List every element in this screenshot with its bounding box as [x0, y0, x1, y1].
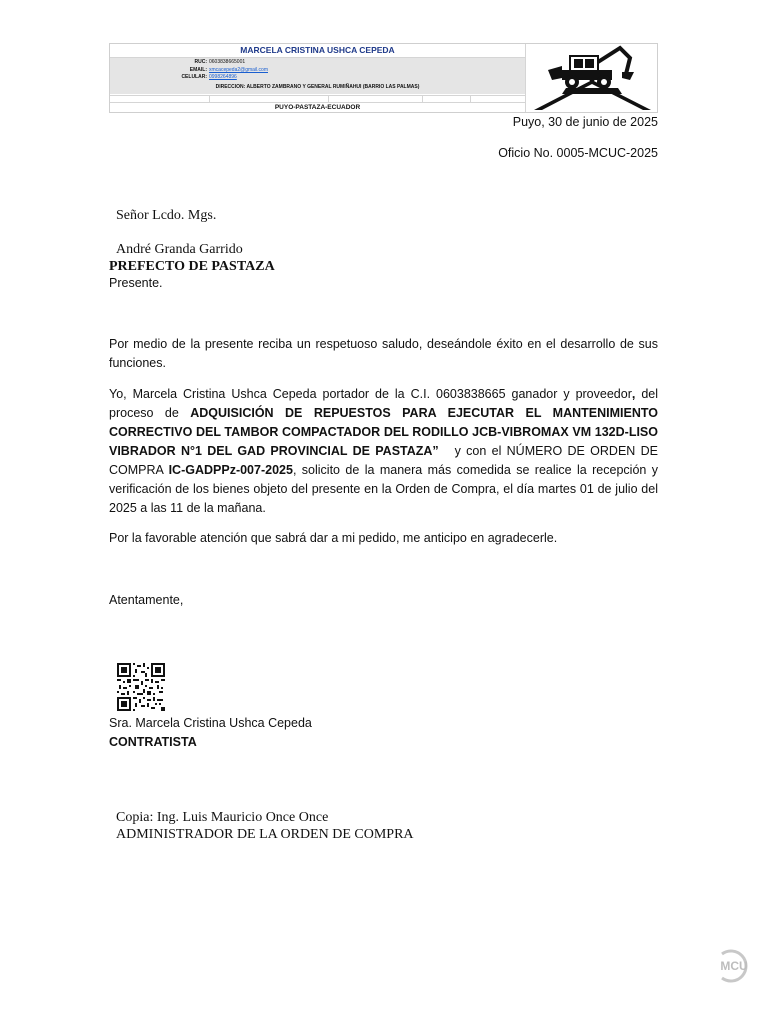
ruc-value: 0603838665001 [209, 59, 246, 65]
letterhead-company-name: MARCELA CRISTINA USHCA CEPEDA [110, 44, 525, 58]
p2-comma: , [631, 387, 636, 401]
letterhead [109, 43, 658, 113]
celular-row [110, 74, 525, 81]
letterhead-city: PUYO-PASTAZA-ECUADOR [274, 104, 361, 111]
body-paragraph-2 [109, 385, 662, 518]
date-line: Puyo, 30 de junio de 2025 [512, 115, 658, 129]
recipient-title: Señor Lcdo. Mgs. [116, 208, 217, 223]
email-link[interactable]: xmcacepeda2@gmail.com [209, 67, 268, 73]
oficio-number: Oficio No. 0005-MCUC-2025 [498, 146, 658, 160]
ruc-row [110, 59, 525, 66]
celular-link[interactable]: 0998264896 [209, 74, 237, 80]
order-number: IC-GADPPz-007-2025 [168, 463, 293, 477]
p2-process-intro: del proceso de [109, 387, 658, 420]
email-label: EMAIL: [189, 67, 207, 73]
ruc-label: RUC: [194, 59, 207, 65]
closing-line: Atentamente, [109, 593, 184, 607]
process-name: ADQUISICIÓN DE REPUESTOS PARA EJECUTAR EL MANTENIMIENTO CORRECTIVO DEL TAMBOR COMPACTADOR DEL RODILLO JCB-VIBROMAX VM 132D-LISO VIBRADOR N°1 DEL GAD PROVINCIAL DE PASTAZA” [109, 406, 658, 458]
recipient-name: André Granda Garrido [116, 242, 243, 257]
watermark-text: MCU [720, 959, 748, 973]
presente-line: Presente. [109, 276, 163, 290]
body-paragraph-1: Por medio de la presente reciba un respetuoso saludo, deseándole éxito en el desarrollo de sus funciones. [109, 337, 658, 370]
copy-position: ADMINISTRADOR DE LA ORDEN DE COMPRA [116, 827, 414, 842]
copy-line: Copia: Ing. Luis Mauricio Once Once [116, 810, 329, 825]
address-line: DIRECCION: ALBERTO ZAMBRANO Y GENERAL RUMIÑAHUI (BARRIO LAS PALMAS) [215, 84, 420, 90]
qr-code-icon [117, 663, 165, 711]
excavator-logo-icon [525, 44, 659, 112]
p2-order-intro: y con el NÚMERO DE ORDEN DE COMPRA [109, 444, 662, 477]
email-row [110, 67, 525, 74]
recipient-position: PREFECTO DE PASTAZA [109, 259, 275, 274]
p2-request: , solicito de la manera más comedida se realice la recepción y verificación de los bienes objeto del presente en la Orden de Compra, el día martes 01 de julio del 2025 a las 11 de la mañana. [109, 463, 658, 515]
body-paragraph-3: Por la favorable atención que sabrá dar a mi pedido, me anticipo en agradecerle. [109, 531, 558, 545]
mcu-watermark [714, 948, 754, 984]
celular-label: CELULAR: [181, 74, 207, 80]
signer-name: Sra. Marcela Cristina Ushca Cepeda [109, 716, 312, 730]
signer-role: CONTRATISTA [109, 735, 197, 749]
letterhead-contact-block [110, 58, 525, 94]
p2-intro: Yo, Marcela Cristina Ushca Cepeda portador de la C.I. 0603838665 ganador y proveedor [109, 387, 632, 401]
